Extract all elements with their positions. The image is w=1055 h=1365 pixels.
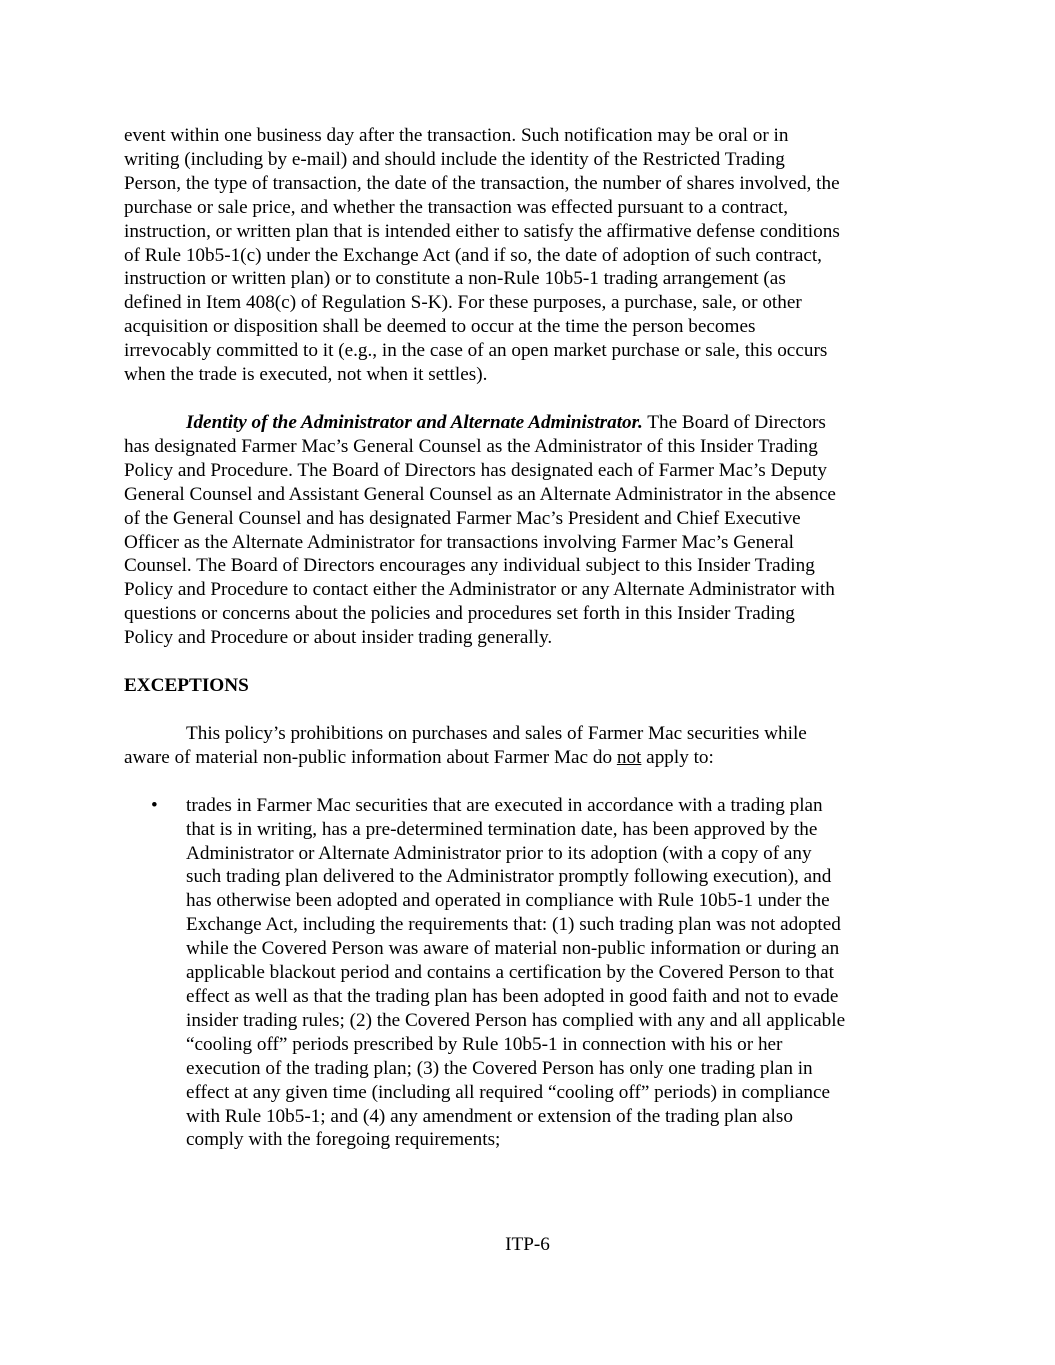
bullet-icon: •	[151, 794, 158, 816]
paragraph-exceptions-intro	[124, 722, 904, 770]
paragraph-administrator-lead: Identity of the Administrator and Alternate Administrator.	[186, 411, 643, 433]
list-item	[124, 794, 904, 1153]
exceptions-intro-before: This policy’s prohibitions on purchases and sales of Farmer Mac securities while aware of material non-public information about Farmer Mac do	[124, 722, 807, 768]
exceptions-intro-after: apply to:	[641, 746, 714, 768]
page-number: ITP-6	[505, 1234, 550, 1255]
section-heading-exceptions: EXCEPTIONS	[124, 675, 249, 697]
document-page	[124, 124, 904, 1152]
paragraph-administrator-body: The Board of Directors has designated Farmer Mac’s General Counsel as the Administrator of this Insider Trading Policy and Procedure. The Board of Directors has designated each of Farmer Mac’s Deputy General Counsel and Assistant General Counsel as an Alternate Administrator in the absence of the General Counsel and has designated Farmer Mac’s President and Chief Executive Officer as the Alternate Administrator for transactions involving Farmer Mac’s General Counsel. The Board of Directors encourages any individual subject to this Insider Trading Policy and Procedure to contact either the Administrator or any Alternate Administrator with questions or concerns about the policies and procedures set forth in this Insider Trading Policy and Procedure or about insider trading generally.	[124, 411, 836, 649]
exceptions-intro-underlined: not	[616, 746, 642, 768]
list-item-text: trades in Farmer Mac securities that are executed in accordance with a trading plan that is in writing, has a pre-determined termination date, has been approved by the Administrator or Alternate Administrator prior to its adoption (with a copy of any such trading plan delivered to the Administrator promptly following execution), and has otherwise been adopted and operated in compliance with Rule 10b5-1 under the Exchange Act, including the requirements that: (1) such trading plan was not adopted while the Covered Person was aware of material non-public information or during an applicable blackout period and contains a certification by the Covered Person to that effect as well as that the trading plan has been adopted in good faith and not to evade insider trading rules; (2) the Covered Person has complied with any and all applicable “cooling off” periods prescribed by Rule 10b5-1 in connection with his or her execution of the trading plan; (3) the Covered Person has only one trading plan in effect at any given time (including all required “cooling off” periods) in compliance with Rule 10b5-1; and (4) any amendment or extension of the trading plan also comply with the foregoing requirements;	[186, 794, 846, 1151]
exceptions-list	[124, 794, 904, 1153]
paragraph-administrator	[124, 411, 904, 650]
paragraph-notification: event within one business day after the transaction. Such notification may be oral or in writing (including by e-mail) and should include the identity of the Restricted Trading Person, the type of transaction, the date of the transaction, the number of shares involved, the purchase or sale price, and whether the transaction was effected pursuant to a contract, instruction, or written plan that is intended either to satisfy the affirmative defense conditions of Rule 10b5-1(c) under the Exchange Act (and if so, the date of adoption of such contract, instruction or written plan) or to constitute a non-Rule 10b5-1 trading arrangement (as defined in Item 408(c) of Regulation S-K). For these purposes, a purchase, sale, or other acquisition or disposition shall be deemed to occur at the time the person becomes irrevocably committed to it (e.g., in the case of an open market purchase or sale, this occurs when the trade is executed, not when it settles).	[124, 125, 840, 386]
